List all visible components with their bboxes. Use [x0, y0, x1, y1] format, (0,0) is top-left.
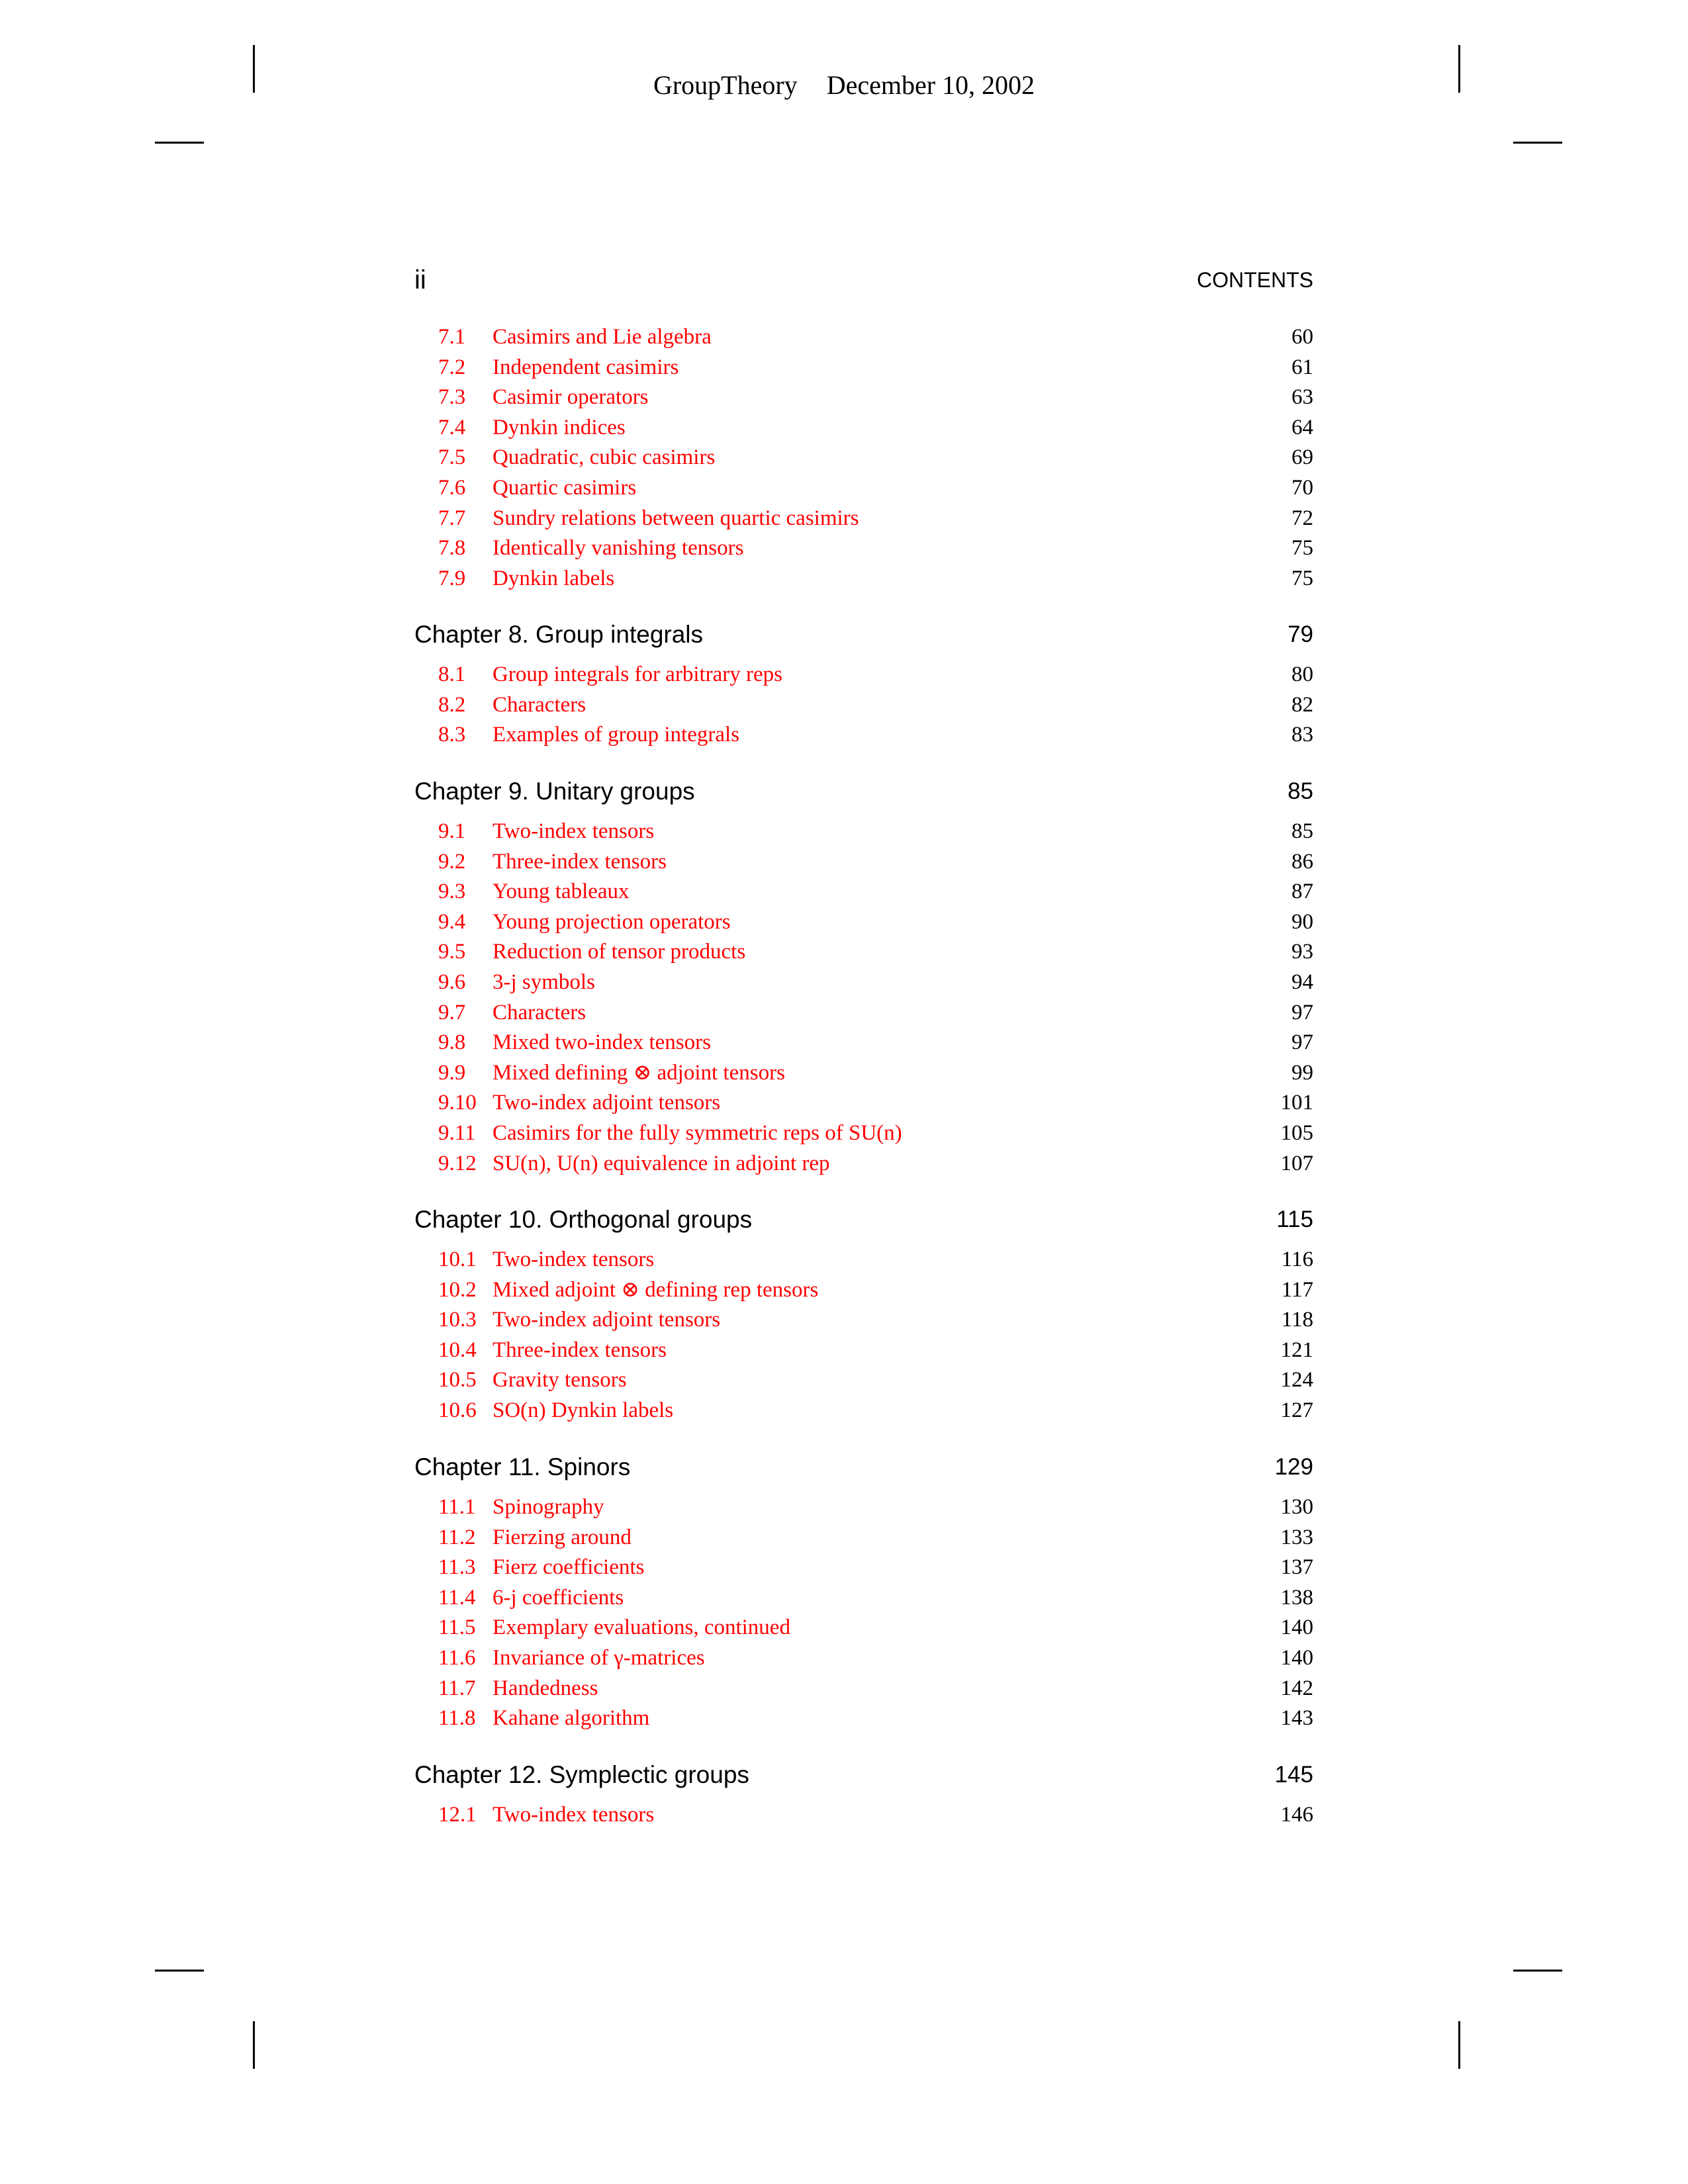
toc-section-entry[interactable] [414, 1612, 1313, 1643]
section-number: 9.11 [438, 1121, 476, 1145]
section-title-link[interactable]: Two-index adjoint tensors [492, 1091, 721, 1115]
toc-chapter-entry[interactable] [414, 1452, 1313, 1482]
section-number: 11.4 [438, 1586, 476, 1610]
chapter-title[interactable]: Chapter 9. Unitary groups [414, 778, 695, 805]
section-page-number: 121 [1280, 1338, 1313, 1362]
section-title-link[interactable]: Casimirs and Lie algebra [492, 325, 712, 349]
section-title-link[interactable]: Three-index tensors [492, 1338, 667, 1362]
toc-section-entry[interactable] [414, 1027, 1313, 1058]
section-title-link[interactable]: Kahane algorithm [492, 1706, 650, 1730]
section-title-link[interactable]: Dynkin labels [492, 567, 615, 590]
section-number: 11.8 [438, 1706, 476, 1730]
toc-section-entry[interactable] [414, 1304, 1313, 1335]
section-title-link[interactable]: Quadratic, cubic casimirs [492, 445, 716, 469]
running-header-title: GroupTheory [653, 70, 798, 100]
section-number: 7.2 [438, 355, 466, 379]
section-title-link[interactable]: Fierz coefficients [492, 1555, 645, 1579]
section-title-link[interactable]: Casimirs for the fully symmetric reps of SU(n) [492, 1121, 902, 1145]
section-title-link[interactable]: Mixed defining ⊗ adjoint tensors [492, 1061, 785, 1085]
section-number: 11.2 [438, 1525, 476, 1549]
chapter-page-number: 145 [1274, 1762, 1313, 1788]
toc-section-entry[interactable] [414, 846, 1313, 877]
section-page-number: 137 [1280, 1555, 1313, 1579]
section-page-number: 140 [1280, 1615, 1313, 1639]
section-title-link[interactable]: Quartic casimirs [492, 476, 637, 500]
crop-mark-bottom-left-horizontal [155, 1970, 204, 1972]
section-number: 10.1 [438, 1248, 477, 1271]
section-title-link[interactable]: Young tableaux [492, 880, 630, 903]
section-title-link[interactable]: Examples of group integrals [492, 723, 739, 747]
section-page-number: 116 [1281, 1248, 1313, 1271]
section-page-number: 99 [1291, 1061, 1313, 1085]
section-number: 7.8 [438, 536, 466, 560]
section-title-link[interactable]: Casimir operators [492, 385, 649, 409]
section-page-number: 87 [1291, 880, 1313, 903]
section-number: 9.10 [438, 1091, 477, 1115]
section-title-link[interactable]: Two-index tensors [492, 1248, 655, 1271]
toc-section-entry[interactable] [414, 1058, 1313, 1088]
contents-label: CONTENTS [1197, 268, 1313, 292]
section-number: 9.1 [438, 819, 466, 843]
section-number: 7.7 [438, 506, 466, 530]
section-number: 7.3 [438, 385, 466, 409]
section-number: 7.6 [438, 476, 466, 500]
section-title-link[interactable]: Reduction of tensor products [492, 940, 746, 964]
toc-section-entry[interactable] [414, 473, 1313, 503]
toc-section-entry[interactable] [414, 442, 1313, 473]
toc-section-entry[interactable] [414, 533, 1313, 563]
toc-section-entry[interactable] [414, 1522, 1313, 1553]
section-page-number: 83 [1291, 723, 1313, 747]
toc-chapter-entry[interactable] [414, 1205, 1313, 1235]
section-number: 9.7 [438, 1001, 466, 1024]
toc-section-entry[interactable] [414, 659, 1313, 690]
section-title-link[interactable]: Two-index tensors [492, 1803, 655, 1827]
section-title-link[interactable]: Young projection operators [492, 910, 731, 934]
crop-mark-bottom-right-horizontal [1513, 1970, 1562, 1972]
section-number: 7.5 [438, 445, 466, 469]
section-page-number: 75 [1291, 567, 1313, 590]
toc-section-entry[interactable] [414, 1118, 1313, 1148]
section-page-number: 127 [1280, 1398, 1313, 1422]
section-number: 8.3 [438, 723, 466, 747]
section-title-link[interactable]: Mixed two-index tensors [492, 1030, 711, 1054]
toc-section-entry[interactable] [414, 352, 1313, 383]
section-title-link[interactable]: 6-j coefficients [492, 1586, 624, 1610]
section-page-number: 86 [1291, 850, 1313, 874]
section-page-number: 142 [1280, 1676, 1313, 1700]
page-number: ii [414, 265, 426, 295]
section-number: 9.12 [438, 1152, 477, 1175]
section-page-number: 70 [1291, 476, 1313, 500]
section-title-link[interactable]: Invariance of γ-matrices [492, 1646, 705, 1670]
section-number: 10.6 [438, 1398, 477, 1422]
section-page-number: 124 [1280, 1368, 1313, 1392]
section-page-number: 63 [1291, 385, 1313, 409]
toc-section-entry[interactable] [414, 719, 1313, 750]
toc-section-entry[interactable] [414, 1335, 1313, 1365]
section-number: 11.5 [438, 1615, 476, 1639]
toc-section-entry[interactable] [414, 503, 1313, 533]
toc-section-entry[interactable] [414, 1395, 1313, 1426]
toc-section-entry[interactable] [414, 1275, 1313, 1305]
section-page-number: 61 [1291, 355, 1313, 379]
toc-section-entry[interactable] [414, 690, 1313, 720]
section-page-number: 97 [1291, 1001, 1313, 1024]
section-number: 9.4 [438, 910, 466, 934]
toc-section-entry[interactable] [414, 907, 1313, 937]
section-page-number: 72 [1291, 506, 1313, 530]
section-number: 10.3 [438, 1308, 477, 1332]
section-page-number: 60 [1291, 325, 1313, 349]
section-page-number: 69 [1291, 445, 1313, 469]
section-number: 8.1 [438, 662, 466, 686]
toc-section-entry[interactable] [414, 322, 1313, 352]
chapter-page-number: 85 [1288, 778, 1313, 804]
section-title-link[interactable]: Two-index tensors [492, 819, 655, 843]
toc-chapter-entry[interactable] [414, 776, 1313, 807]
section-number: 12.1 [438, 1803, 477, 1827]
crop-mark-bottom-left-vertical [253, 2021, 255, 2069]
running-header-date: December 10, 2002 [826, 70, 1035, 100]
chapter-title[interactable]: Chapter 11. Spinors [414, 1453, 631, 1480]
toc-chapter-entry[interactable] [414, 619, 1313, 650]
section-number: 9.2 [438, 850, 466, 874]
section-page-number: 107 [1280, 1152, 1313, 1175]
toc-section-entry[interactable] [414, 382, 1313, 412]
section-page-number: 64 [1291, 416, 1313, 439]
section-page-number: 133 [1280, 1525, 1313, 1549]
section-title-link[interactable]: Sundry relations between quartic casimirs [492, 506, 859, 530]
section-title-link[interactable]: Two-index adjoint tensors [492, 1308, 721, 1332]
section-number: 9.8 [438, 1030, 466, 1054]
section-page-number: 117 [1281, 1278, 1313, 1302]
section-page-number: 85 [1291, 819, 1313, 843]
section-number: 7.1 [438, 325, 466, 349]
toc-section-entry[interactable] [414, 1087, 1313, 1118]
toc-section-entry[interactable] [414, 967, 1313, 997]
toc-section-entry[interactable] [414, 1492, 1313, 1522]
table-of-contents [414, 0, 1313, 2184]
toc-section-entry[interactable] [414, 563, 1313, 594]
section-title-link[interactable]: Dynkin indices [492, 416, 626, 439]
section-title-link[interactable]: 3-j symbols [492, 970, 595, 994]
section-number: 9.3 [438, 880, 466, 903]
toc-section-entry[interactable] [414, 1799, 1313, 1830]
section-page-number: 101 [1280, 1091, 1313, 1115]
toc-section-entry[interactable] [414, 1582, 1313, 1613]
crop-mark-bottom-right-vertical [1458, 2021, 1460, 2069]
section-title-link[interactable]: Three-index tensors [492, 850, 667, 874]
toc-section-entry[interactable] [414, 1365, 1313, 1395]
section-page-number: 82 [1291, 693, 1313, 717]
section-number: 9.9 [438, 1061, 466, 1085]
section-number: 11.3 [438, 1555, 476, 1579]
chapter-title[interactable]: Chapter 10. Orthogonal groups [414, 1206, 753, 1233]
section-page-number: 146 [1280, 1803, 1313, 1827]
toc-section-entry[interactable] [414, 816, 1313, 846]
toc-section-entry[interactable] [414, 1552, 1313, 1582]
section-title-link[interactable]: Spinography [492, 1495, 604, 1519]
section-title-link[interactable]: Exemplary evaluations, continued [492, 1615, 790, 1639]
toc-chapter-entry[interactable] [414, 1760, 1313, 1790]
toc-section-entry[interactable] [414, 1148, 1313, 1179]
section-page-number: 130 [1280, 1495, 1313, 1519]
section-number: 10.4 [438, 1338, 477, 1362]
section-page-number: 143 [1280, 1706, 1313, 1730]
chapter-page-number: 79 [1288, 621, 1313, 647]
section-number: 7.4 [438, 416, 466, 439]
section-title-link[interactable]: Handedness [492, 1676, 598, 1700]
toc-section-entry[interactable] [414, 876, 1313, 907]
section-number: 9.6 [438, 970, 466, 994]
section-number: 11.7 [438, 1676, 476, 1700]
chapter-page-number: 129 [1274, 1454, 1313, 1480]
section-title-link[interactable]: Characters [492, 1001, 586, 1024]
section-title-link[interactable]: Identically vanishing tensors [492, 536, 744, 560]
section-number: 11.6 [438, 1646, 476, 1670]
section-page-number: 80 [1291, 662, 1313, 686]
crop-mark-top-right-horizontal [1513, 142, 1562, 144]
section-number: 10.2 [438, 1278, 477, 1302]
section-page-number: 94 [1291, 970, 1313, 994]
section-page-number: 97 [1291, 1030, 1313, 1054]
section-number: 9.5 [438, 940, 466, 964]
crop-mark-top-left-horizontal [155, 142, 204, 144]
section-page-number: 93 [1291, 940, 1313, 964]
toc-section-entry[interactable] [414, 1244, 1313, 1275]
section-title-link[interactable]: Mixed adjoint ⊗ defining rep tensors [492, 1278, 819, 1302]
section-title-link[interactable]: SO(n) Dynkin labels [492, 1398, 674, 1422]
toc-section-entry[interactable] [414, 997, 1313, 1028]
toc-section-entry[interactable] [414, 1643, 1313, 1673]
chapter-title[interactable]: Chapter 12. Symplectic groups [414, 1761, 749, 1788]
toc-section-entry[interactable] [414, 1673, 1313, 1704]
chapter-page-number: 115 [1276, 1206, 1313, 1232]
section-title-link[interactable]: SU(n), U(n) equivalence in adjoint rep [492, 1152, 830, 1175]
section-page-number: 90 [1291, 910, 1313, 934]
section-title-link[interactable]: Fierzing around [492, 1525, 632, 1549]
section-page-number: 138 [1280, 1586, 1313, 1610]
section-page-number: 118 [1281, 1308, 1313, 1332]
section-number: 8.2 [438, 693, 466, 717]
section-page-number: 140 [1280, 1646, 1313, 1670]
section-page-number: 75 [1291, 536, 1313, 560]
section-title-link[interactable]: Group integrals for arbitrary reps [492, 662, 783, 686]
chapter-title[interactable]: Chapter 8. Group integrals [414, 621, 704, 648]
toc-section-entry[interactable] [414, 936, 1313, 967]
section-page-number: 105 [1280, 1121, 1313, 1145]
section-title-link[interactable]: Independent casimirs [492, 355, 679, 379]
section-title-link[interactable]: Characters [492, 693, 586, 717]
section-number: 11.1 [438, 1495, 476, 1519]
section-number: 7.9 [438, 567, 466, 590]
toc-section-entry[interactable] [414, 1703, 1313, 1733]
toc-section-entry[interactable] [414, 412, 1313, 443]
section-title-link[interactable]: Gravity tensors [492, 1368, 627, 1392]
section-number: 10.5 [438, 1368, 477, 1392]
